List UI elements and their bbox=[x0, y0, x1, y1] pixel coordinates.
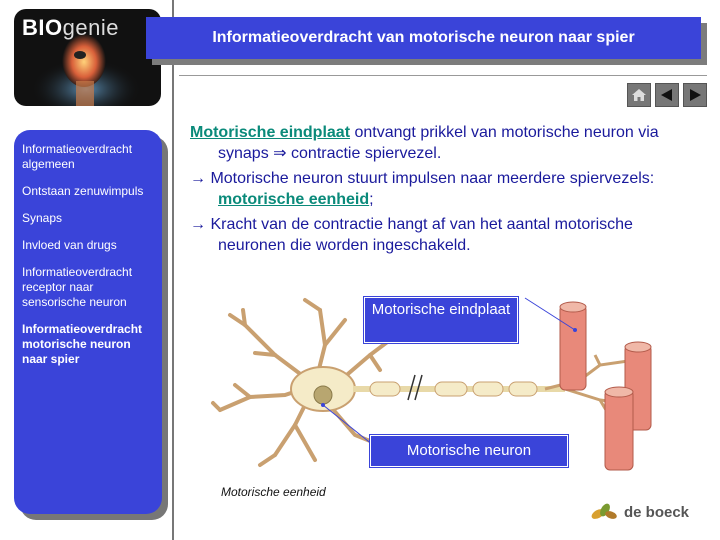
p3-text: Kracht van de contractie hangt af van het aantal motorische neuronen die worden ingeschakeld. bbox=[210, 216, 633, 254]
logo-bio: BIO bbox=[22, 15, 63, 40]
callout-line-neuron bbox=[323, 405, 373, 445]
arrow-right-bullet-icon: → bbox=[190, 170, 206, 187]
p1-after: contractie spiervezel. bbox=[291, 145, 442, 162]
neuron-nucleus bbox=[314, 386, 332, 404]
sidebar-item-algemeen[interactable]: Informatieoverdracht algemeen bbox=[22, 142, 133, 171]
neuron-axon bbox=[353, 375, 565, 400]
previous-button[interactable] bbox=[655, 83, 679, 107]
label-motorische-neuron: Motorische neuron bbox=[370, 435, 568, 467]
home-icon bbox=[631, 87, 647, 103]
sidebar-item-zenuwimpuls[interactable]: Ontstaan zenuwimpuls bbox=[22, 184, 144, 198]
paragraph-kracht bbox=[190, 214, 690, 256]
p2-text: Motorische neuron stuurt impulsen naar meerdere spiervezels: bbox=[210, 170, 655, 187]
paragraph-eenheid bbox=[190, 168, 690, 210]
next-button[interactable] bbox=[683, 83, 707, 107]
paragraph-eindplaat bbox=[190, 122, 690, 164]
term-motorische-eindplaat: Motorische eindplaat bbox=[190, 124, 351, 141]
sidebar-item-motorische-neuron[interactable]: Informatieoverdracht motorische neuron naar spier bbox=[22, 322, 143, 366]
arrow-right-icon bbox=[687, 87, 703, 103]
logo-genie: genie bbox=[62, 15, 119, 40]
arrow-right-bullet-icon: → bbox=[190, 216, 206, 233]
callout-dot-neuron bbox=[321, 403, 325, 407]
brand-name: de boeck bbox=[624, 503, 690, 521]
muscle-fibers bbox=[560, 302, 651, 470]
double-arrow-icon: ⇒ bbox=[273, 145, 287, 162]
label-motorische-eindplaat: Motorische eindplaat bbox=[364, 297, 518, 343]
main-content bbox=[190, 122, 690, 260]
sidebar-item-synaps[interactable]: Synaps bbox=[22, 211, 63, 225]
logo-text bbox=[22, 15, 119, 41]
page-title: Informatieoverdracht van motorische neuron naar spier bbox=[146, 17, 701, 59]
arrow-left-icon bbox=[659, 87, 675, 103]
p1-text: ontvangt prikkel van motorische neuron via synaps bbox=[218, 124, 659, 162]
p2-end: ; bbox=[369, 191, 374, 208]
sidebar-item-drugs[interactable]: Invloed van drugs bbox=[22, 238, 117, 252]
home-button[interactable] bbox=[627, 83, 651, 107]
sidebar-menu bbox=[14, 130, 162, 367]
term-motorische-eenheid: motorische eenheid bbox=[218, 191, 370, 208]
vertical-divider bbox=[172, 0, 174, 540]
sidebar-item-sensorische-neuron[interactable]: Informatieoverdracht receptor naar sensorische neuron bbox=[22, 265, 133, 309]
sidebar bbox=[14, 130, 162, 514]
leaf-icon bbox=[590, 502, 618, 522]
de-boeck-logo bbox=[590, 502, 689, 522]
callout-dot-endplate bbox=[573, 328, 577, 332]
diagram-caption: Motorische eenheid bbox=[221, 485, 326, 499]
horizontal-divider bbox=[179, 75, 707, 76]
biogenie-logo bbox=[14, 9, 161, 106]
